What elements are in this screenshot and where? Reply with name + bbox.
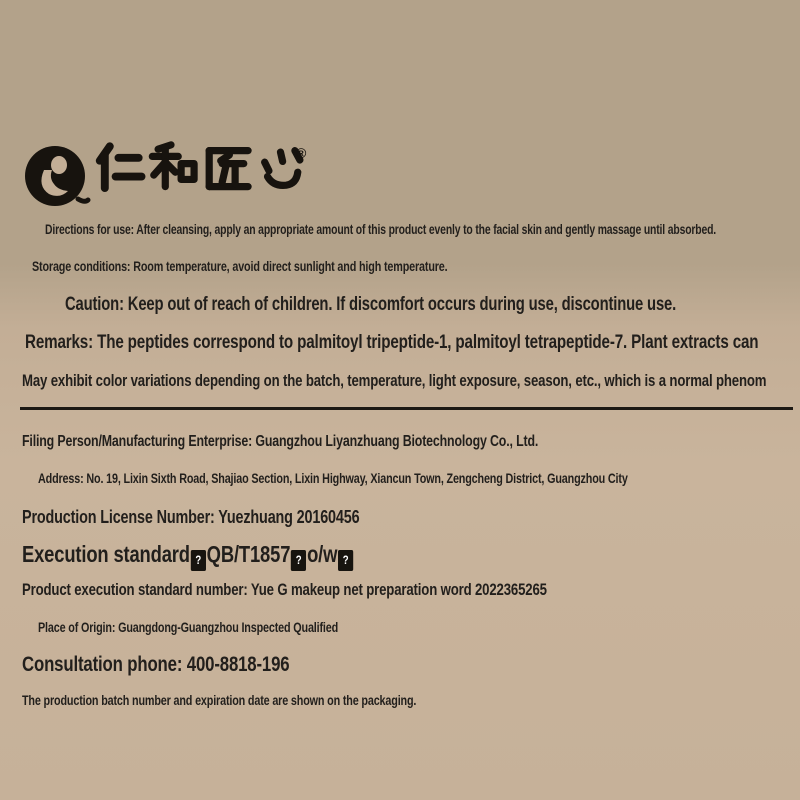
consultation-phone-text: Consultation phone: 400-8818-196	[22, 653, 290, 676]
brand-char-jiang	[209, 151, 248, 187]
execution-standard-text	[22, 541, 354, 571]
brand-logo-graphic	[22, 140, 322, 210]
place-of-origin-text: Place of Origin: Guangdong-Guangzhou Inspected Qualified	[38, 620, 339, 635]
directions-text: Directions for use: After cleansing, apply an appropriate amount of this product evenly to the facial skin and gently massage until absorbed.	[45, 222, 717, 237]
remarks-continuation-text: May exhibit color variations depending on the batch, temperature, light exposure, season, etc., which is a normal phenom	[22, 372, 767, 390]
section-divider	[20, 407, 793, 410]
execution-standard-suffix: o/w	[307, 541, 338, 567]
remarks-text: Remarks: The peptides correspond to palmitoyl tripeptide-1, palmitoyl tetrapeptide-7. Plant extracts can	[25, 332, 759, 353]
product-standard-number-text: Product execution standard number: Yue G makeup net preparation word 2022365265	[22, 581, 547, 599]
caution-text: Caution: Keep out of reach of children. If discomfort occurs during use, discontinue use.	[65, 294, 677, 315]
renhe-seal-icon	[25, 146, 88, 206]
brand-char-he	[152, 145, 194, 187]
missing-glyph-icon: ?	[191, 550, 206, 571]
manufacturer-text: Filing Person/Manufacturing Enterprise: Guangzhou Liyanzhuang Biotechnology Co., Ltd.	[22, 433, 539, 450]
registered-trademark-mark: ®	[296, 145, 307, 161]
execution-standard-prefix: Execution standard	[22, 541, 190, 567]
execution-standard-code: QB/T1857	[206, 541, 291, 567]
production-license-text: Production License Number: Yuezhuang 20160456	[22, 507, 360, 527]
address-text: Address: No. 19, Lixin Sixth Road, Shajiao Section, Lixin Highway, Xiancun Town, Zengcheng District, Guangzhou City	[38, 471, 628, 486]
missing-glyph-icon: ?	[291, 550, 306, 571]
brand-logo	[22, 140, 322, 210]
missing-glyph-icon: ?	[338, 550, 353, 571]
storage-conditions-text: Storage conditions: Room temperature, avoid direct sunlight and high temperature.	[32, 259, 448, 274]
brand-char-xin	[265, 151, 300, 186]
brand-char-ren	[100, 146, 142, 188]
batch-note-text: The production batch number and expiration date are shown on the packaging.	[22, 693, 417, 708]
